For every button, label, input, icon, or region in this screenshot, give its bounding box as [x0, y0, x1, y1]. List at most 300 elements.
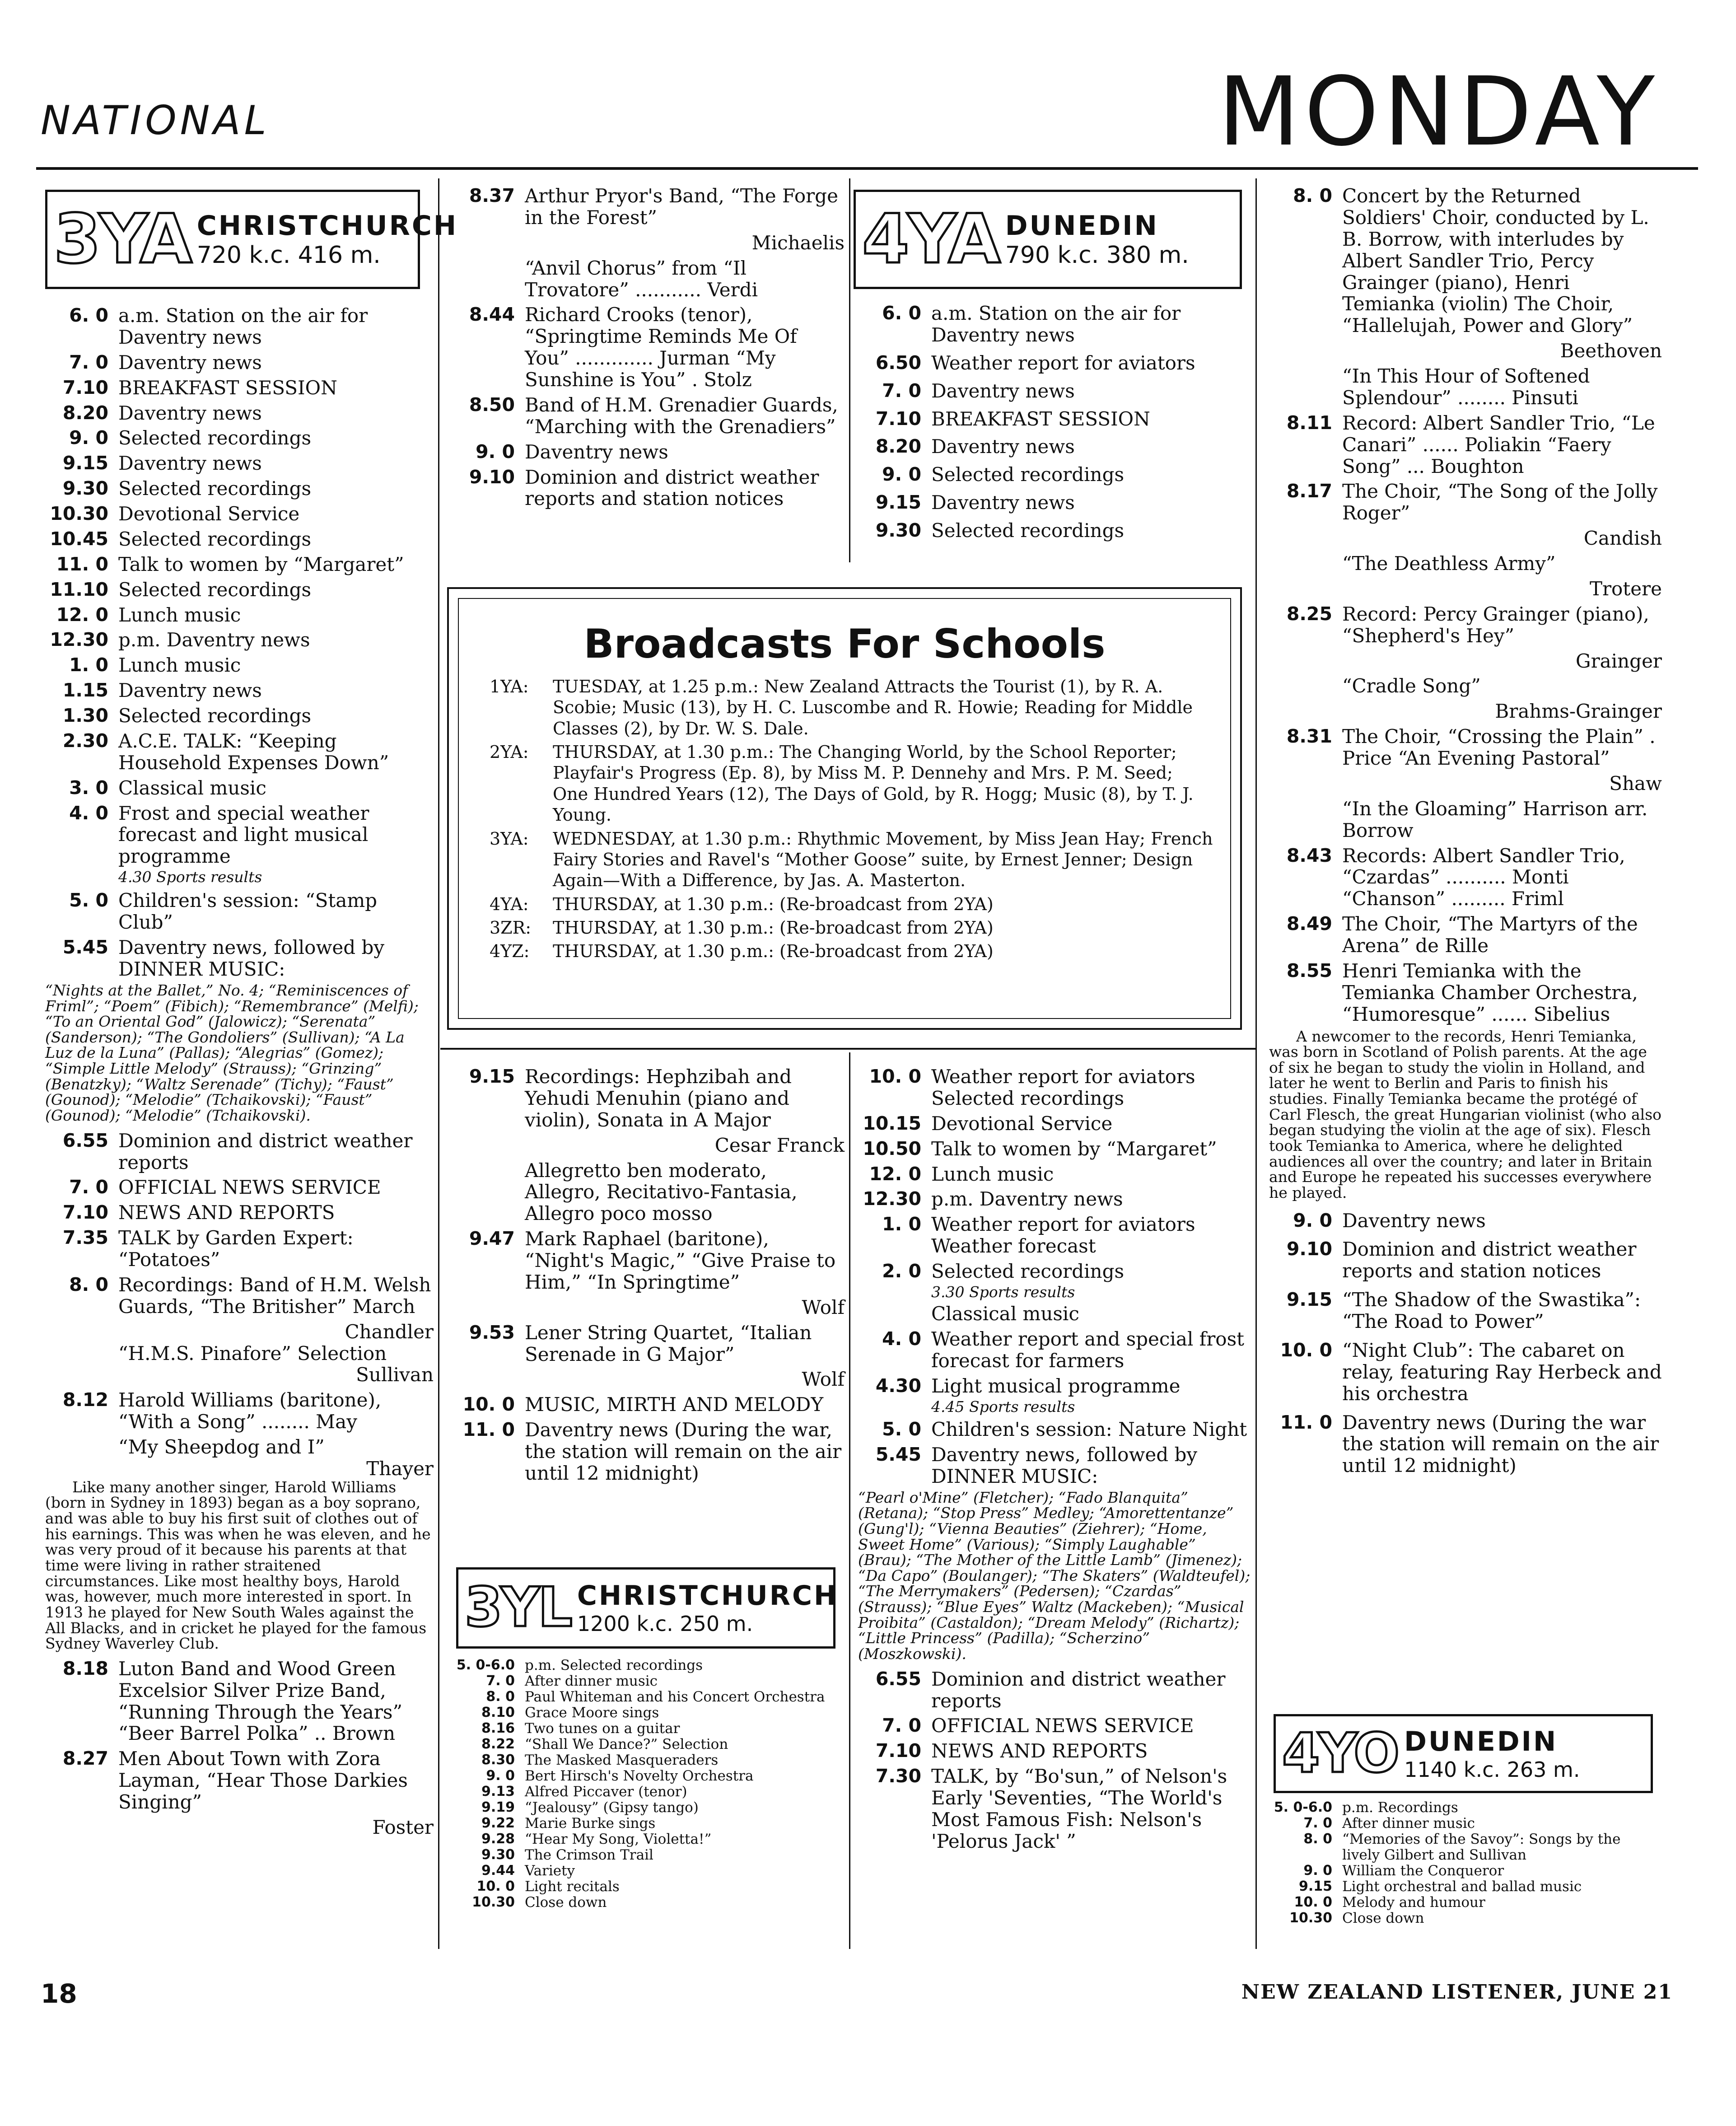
- schools-detail: THURSDAY, at 1.30 p.m.: (Re-broadcast from 2YA): [553, 917, 994, 938]
- programme: A.C.E. TALK: “Keeping Household Expenses Down”: [118, 729, 389, 774]
- schedule-entry: [854, 1444, 1251, 1487]
- artist-note: Like many another singer, Harold Williams (born in Sydney in 1893) began as a boy soprano, and was able to buy his first suit of clothes out of his earnings. This was when he was eleven, and he was very proud of it because his parents at that time were living in rather straitened circumstances. Like most healthy boys, Harold was, however, much more interested in sport. In 1913 he played for New South Wales against the All Blacks, and in cricket he played for the famous Sydney Waverley Club.: [45, 1478, 431, 1653]
- schools-entry: [490, 917, 1213, 938]
- programme: After dinner music: [1342, 1815, 1475, 1832]
- time: 7. 0: [486, 1673, 515, 1689]
- programme: Alfred Piccaver (tenor): [525, 1784, 687, 1800]
- time: 4.30: [875, 1374, 921, 1397]
- programme: p.m. Recordings: [1342, 1799, 1458, 1816]
- programme: Mark Raphael (baritone), “Night's Magic,” “Give Praise to Him,” “In Springtime”: [525, 1228, 836, 1293]
- schedule-entry: [854, 1419, 1251, 1440]
- schools-entry: [490, 894, 1213, 915]
- schedule-4yo: [1265, 1800, 1662, 1926]
- programme: Devotional Service: [118, 503, 300, 525]
- time: 8.37: [469, 185, 515, 206]
- schedule-entry: [41, 890, 434, 933]
- station-call-sign: 4YO: [1282, 1722, 1398, 1785]
- programme: Michaelis: [751, 231, 845, 254]
- programme: Melody and humour: [1342, 1894, 1485, 1911]
- programme: Selected recordings: [931, 1260, 1125, 1282]
- programme: Weather report and special frost forecast for farmers: [931, 1328, 1244, 1372]
- schedule-entry: [447, 1135, 845, 1156]
- programme: Daventry news: [118, 452, 262, 475]
- programme: NEWS AND REPORTS: [118, 1201, 335, 1224]
- programme: Harold Williams (baritone), “With a Song” ........ May: [118, 1389, 382, 1433]
- schedule-entry: [854, 1668, 1251, 1712]
- time: 10.45: [50, 528, 108, 550]
- programme: MUSIC, MIRTH AND MELODY: [525, 1393, 824, 1416]
- programme: Selected recordings: [118, 528, 312, 550]
- programme: Close down: [1342, 1910, 1424, 1927]
- time: 11.10: [50, 578, 108, 600]
- column-3ya: [41, 305, 434, 1838]
- schedule-entry: [447, 1322, 845, 1365]
- time: 7.10: [62, 1201, 108, 1224]
- schedule-entry: [1265, 481, 1662, 524]
- programme: Weather report for aviators Selected recordings: [931, 1065, 1195, 1109]
- station-code: 2YA:: [490, 742, 529, 762]
- time: 8. 0: [69, 1273, 108, 1295]
- composer: Sullivan: [356, 1364, 434, 1386]
- programme: “Cradle Song”: [1342, 675, 1481, 697]
- programme: Dominion and district weather reports and station notices: [1342, 1238, 1637, 1282]
- time: 7. 0: [882, 1715, 921, 1737]
- programme: Lunch music: [931, 1163, 1054, 1185]
- programme: Recordings: Band of H.M. Welsh Guards, “The Britisher” March: [118, 1273, 431, 1318]
- time: 7.10: [62, 376, 108, 398]
- schedule-entry: [41, 629, 434, 651]
- programme: a.m. Station on the air for Daventry news: [931, 302, 1181, 346]
- schedule-entry: [854, 1375, 1251, 1397]
- schedule-entry: [854, 1113, 1251, 1135]
- programme: TALK, by “Bo'sun,” of Nelson's Early 'Seventies, “The World's Most Famous Fish: Nelson's 'Pelorus Jack' ”: [931, 1765, 1227, 1852]
- time: 5. 0-6.0: [1274, 1799, 1332, 1815]
- time: 10. 0: [869, 1065, 921, 1087]
- sports-note: 3.30 Sports results: [931, 1283, 1075, 1301]
- schedule-entry: [447, 1752, 845, 1768]
- time: 8.25: [1286, 603, 1332, 625]
- schedule-entry: [41, 352, 434, 374]
- schools-entry: [490, 676, 1213, 739]
- time: 9.15: [62, 452, 108, 474]
- time: 6.55: [62, 1129, 108, 1151]
- station-city: DUNEDIN: [1404, 1725, 1558, 1757]
- programme: Bert Hirsch's Novelty Orchestra: [525, 1768, 754, 1785]
- programme: Two tunes on a guitar: [525, 1720, 680, 1737]
- time: 9.10: [1286, 1238, 1332, 1260]
- schedule-entry: [1265, 1895, 1662, 1911]
- schedule-entry: [1265, 913, 1662, 957]
- programme: Daventry news, followed by DINNER MUSIC:: [931, 1443, 1198, 1487]
- programme: Selected recordings: [118, 578, 312, 601]
- time: [1265, 701, 1342, 722]
- schedule-entry: [447, 1394, 845, 1416]
- time: 8. 0: [1303, 1831, 1332, 1847]
- column-4ya: [854, 303, 1251, 548]
- time: [1265, 578, 1342, 600]
- programme: “Night Club”: The cabaret on relay, featuring Ray Herbeck and his orchestra: [1342, 1339, 1662, 1405]
- programme: p.m. Selected recordings: [525, 1657, 703, 1673]
- time: 8.20: [875, 435, 921, 458]
- column-divider: [1255, 178, 1257, 1949]
- time: 7.30: [875, 1765, 921, 1787]
- time: [1265, 553, 1342, 575]
- schedule-entry: [447, 441, 845, 463]
- time: 12. 0: [869, 1163, 921, 1185]
- column-4ya-evening: [1265, 185, 1662, 1484]
- schedule-entry: [854, 1715, 1251, 1737]
- schools-entry: [490, 828, 1213, 891]
- time: 11. 0: [56, 553, 108, 575]
- column-divider: [438, 178, 439, 1949]
- programme: NEWS AND REPORTS: [931, 1740, 1148, 1762]
- schedule-entry: [1265, 365, 1662, 409]
- time: [447, 1297, 525, 1318]
- time: 8.43: [1286, 844, 1332, 866]
- programme: Daventry news: [118, 402, 262, 424]
- schedule-entry: [854, 380, 1251, 402]
- schedule-entry: [447, 1895, 845, 1911]
- time: 8.12: [62, 1389, 108, 1411]
- time: 9. 0: [1303, 1863, 1332, 1879]
- programme-item: Classical music: [931, 1303, 1079, 1325]
- programme: Grace Moore sings: [525, 1705, 659, 1721]
- time: 4. 0: [69, 802, 108, 824]
- schedule-entry: [41, 604, 434, 626]
- schedule-entry: [1265, 1340, 1662, 1405]
- programme: Daventry news (During the war the station will remain on the air until 12 midnight): [1342, 1411, 1659, 1477]
- time: 5.45: [875, 1443, 921, 1465]
- schedule-entry: [447, 1658, 845, 1673]
- programme: Band of H.M. Grenadier Guards, “Marching with the Grenadiers”: [525, 393, 838, 438]
- schedule-entry: [1265, 701, 1662, 722]
- time: [447, 1160, 525, 1225]
- time: [1265, 675, 1342, 697]
- schedule-entry: [854, 492, 1251, 514]
- programme: Wolf: [802, 1368, 845, 1391]
- programme: Daventry news: [1342, 1209, 1486, 1232]
- time: 2. 0: [882, 1260, 921, 1282]
- schedule-entry: [1265, 1832, 1662, 1863]
- schedule-entry: [854, 464, 1251, 486]
- schedule-entry: [41, 503, 434, 525]
- programme: Wolf: [802, 1296, 845, 1318]
- schedule-entry: [41, 579, 434, 601]
- time: [447, 232, 525, 254]
- time: 9. 0: [486, 1768, 515, 1784]
- time: [1265, 650, 1342, 672]
- composer: Thayer: [366, 1457, 434, 1480]
- schedule-entry: [447, 185, 845, 229]
- programme: Men About Town with Zora Layman, “Hear Those Darkies Singing”: [118, 1748, 408, 1813]
- time: 5. 0: [69, 889, 108, 911]
- programme: The Choir, “Crossing the Plain” . Price “An Evening Pastoral”: [1342, 725, 1656, 769]
- station-city: DUNEDIN: [1005, 210, 1159, 242]
- schedule-entry: [447, 232, 845, 254]
- schedule-entry: [1265, 675, 1662, 697]
- schedule-entry: [1265, 1800, 1662, 1816]
- schedule-entry: [854, 1138, 1251, 1160]
- station-frequency: 720 k.c. 416 m.: [196, 242, 381, 269]
- programme: Talk to women by “Margaret”: [118, 553, 404, 575]
- station-code: 4YZ:: [490, 941, 530, 962]
- time: 9.19: [481, 1799, 515, 1816]
- schedule-entry: [447, 1066, 845, 1131]
- programme: Daventry news: [931, 491, 1075, 514]
- schedule-entry: [1265, 412, 1662, 477]
- schedule-entry: [447, 1768, 845, 1784]
- programme: Daventry news: [931, 435, 1075, 458]
- schedule-entry: [447, 1228, 845, 1293]
- schedule-entry: [1265, 1816, 1662, 1832]
- programme: Daventry news: [525, 440, 668, 463]
- time: 9.30: [481, 1847, 515, 1863]
- programme: Allegretto ben moderato, Allegro, Recitativo-Fantasia, Allegro poco mosso: [525, 1159, 798, 1225]
- day-heading: MONDAY: [1218, 56, 1659, 167]
- schedule-entry: [447, 1800, 845, 1816]
- time: 9.15: [469, 1065, 515, 1087]
- time: 9.15: [875, 491, 921, 514]
- schedule-entry: [41, 777, 434, 799]
- time: 6. 0: [69, 304, 108, 326]
- time: [447, 1135, 525, 1156]
- schedule-entry: [1265, 553, 1662, 575]
- programme: Selected recordings: [931, 463, 1125, 486]
- time: 11. 0: [462, 1419, 515, 1441]
- programme: Lunch music: [118, 603, 241, 626]
- programme: “Memories of the Savoy”: Songs by the lively Gilbert and Sullivan: [1342, 1831, 1621, 1864]
- schedule-entry: [1265, 773, 1662, 794]
- schedule-entry: [1265, 340, 1662, 362]
- station-code: 3ZR:: [490, 917, 531, 938]
- schedule-entry: [447, 394, 845, 438]
- programme: Talk to women by “Margaret”: [931, 1137, 1217, 1160]
- programme: BREAKFAST SESSION: [931, 407, 1150, 430]
- programme: Variety: [525, 1863, 575, 1879]
- schools-box: [447, 587, 1242, 1030]
- time: 7.35: [62, 1227, 108, 1249]
- publication-footer: NEW ZEALAND LISTENER, JUNE 21: [1241, 1981, 1673, 2004]
- time: 4. 0: [882, 1328, 921, 1350]
- programme: “In This Hour of Softened Splendour” ........ Pinsuti: [1342, 365, 1590, 409]
- programme: Grainger: [1576, 649, 1662, 672]
- time: 10. 0: [1280, 1339, 1332, 1361]
- schedule-entry: [41, 1130, 434, 1173]
- time: 8.49: [1286, 913, 1332, 935]
- programme: Richard Crooks (tenor), “Springtime Reminds Me Of You” ............. Jurman “My Sunshine is You” . Stolz: [525, 304, 797, 391]
- programme: BREAKFAST SESSION: [118, 376, 337, 399]
- time: 8.30: [481, 1752, 515, 1768]
- station-frequency: 1200 k.c. 250 m.: [577, 1612, 753, 1636]
- time: 1.15: [62, 679, 108, 701]
- station-code: 1YA:: [490, 677, 529, 696]
- schedule-entry: [854, 303, 1251, 346]
- time: 9.53: [469, 1321, 515, 1343]
- schedule-entry: [447, 257, 845, 301]
- programme: Records: Albert Sandler Trio, “Czardas” .......... Monti “Chanson” ......... Friml: [1342, 844, 1625, 910]
- time: 5.45: [62, 936, 108, 958]
- time: 8.10: [481, 1705, 515, 1721]
- programme: Cesar Franck: [714, 1134, 845, 1156]
- schedule-entry: [41, 1389, 434, 1433]
- schedule-entry: [41, 1177, 434, 1198]
- time: 10.30: [1289, 1910, 1332, 1926]
- time: 10.50: [863, 1137, 921, 1159]
- programme: Daventry news (During the war, the station will remain on the air until 12 midnight): [525, 1419, 842, 1484]
- schedule-entry: [1265, 1238, 1662, 1282]
- schedule-entry: [41, 680, 434, 701]
- time: [447, 257, 525, 301]
- time: 8.22: [481, 1736, 515, 1752]
- schedule-entry: [854, 1766, 1251, 1852]
- programme: Arthur Pryor's Band, “The Forge in the Forest”: [525, 185, 838, 229]
- schedule-entry: [1265, 1911, 1662, 1926]
- time: 7.10: [875, 407, 921, 430]
- artist-note: A newcomer to the records, Henri Temianka, was born in Scotland of Polish parents. At the age of six he began to study the violin in Holland, and later he went to Berlin and Paris to finish his studies. Finally Temianka became the protégé of Carl Flesch, the great Hungarian violinist (who also began studying the violin at the age of six). Flesch took Temianka to America, where he delighted audiences all over the country; and later in Britain and Europe he repeated his successes everywhere he played.: [1269, 1027, 1662, 1201]
- programme-item: “My Sheepdog and I”: [118, 1436, 325, 1458]
- programme: “Hear My Song, Violetta!”: [525, 1831, 712, 1848]
- time: 3. 0: [69, 776, 108, 799]
- schedule-entry: [854, 520, 1251, 542]
- programme: The Choir, “The Martyrs of the Arena” de Rille: [1342, 913, 1638, 957]
- schedule-entry: [41, 1227, 434, 1271]
- programme: Devotional Service: [931, 1112, 1113, 1135]
- schedule-entry: [1265, 798, 1662, 841]
- programme: Beethoven: [1560, 340, 1662, 362]
- programme: The Masked Masqueraders: [525, 1752, 719, 1769]
- time: 9. 0: [1293, 1209, 1332, 1231]
- schedule-entry: [41, 377, 434, 399]
- time: 9.28: [481, 1831, 515, 1847]
- schedule-entry: [854, 1261, 1251, 1282]
- header-rule: [36, 167, 1698, 170]
- time: [1265, 365, 1342, 409]
- schedule-entry: [1265, 1412, 1662, 1477]
- time: 8. 0: [1293, 185, 1332, 206]
- time: 11. 0: [1280, 1411, 1332, 1433]
- programme: Light musical programme: [931, 1374, 1181, 1397]
- time: 9.30: [875, 519, 921, 541]
- schedule-entry: [854, 352, 1251, 374]
- time: 5. 0-6.0: [456, 1657, 515, 1673]
- time: 6. 0: [882, 302, 921, 324]
- time: 8. 0: [486, 1689, 515, 1705]
- time: 8.17: [1286, 480, 1332, 502]
- programme: Children's session: “Stamp Club”: [118, 889, 378, 934]
- station-banner-3ya: [45, 190, 458, 289]
- programme: Selected recordings: [118, 477, 312, 500]
- time: 10. 0: [1294, 1894, 1332, 1911]
- time: 1. 0: [882, 1213, 921, 1235]
- programme: Daventry news: [931, 379, 1075, 402]
- programme: After dinner music: [525, 1673, 658, 1690]
- time: 8.50: [469, 393, 515, 416]
- time: 8.20: [62, 402, 108, 424]
- station-call-sign: 3YL: [465, 1576, 571, 1639]
- schedule-entry: [447, 1879, 845, 1895]
- schedule-entry: [1265, 528, 1662, 549]
- schools-entry: [490, 742, 1213, 825]
- schedule-entry: [447, 304, 845, 391]
- composer: Chandler: [345, 1320, 434, 1343]
- programme: Candish: [1583, 527, 1662, 550]
- time: 10. 0: [476, 1878, 515, 1895]
- programme: “In the Gloaming” Harrison arr. Borrow: [1342, 797, 1648, 841]
- schedule-entry: [1265, 726, 1662, 769]
- programme: Classical music: [118, 776, 266, 799]
- time: 1. 0: [69, 654, 108, 676]
- schedule-entry: [41, 528, 434, 550]
- schedule-entry: [41, 554, 434, 575]
- section-rule: [440, 1048, 1255, 1050]
- schedule-entry: [447, 1832, 845, 1847]
- programme: Lunch music: [118, 654, 241, 677]
- schedule-entry: [1265, 1289, 1662, 1332]
- schedule-entry: [447, 467, 845, 510]
- dinner-music-list: “Pearl o'Mine” (Fletcher); “Fado Blanquita” (Retana); “Stop Press” Medley; “Amorettentanze” (Gung'l); “Vienna Beauties” (Ziehrer); “Home, Sweet Home” (Various); “Simply Laughable” (Brau); “The Mother of the Little Lamb” (Jimenez); “Da Capo” (Boulanger); “The Skaters” (Waldteufel); “The Merrymakers” (Pedersen); “Czardas” (Strauss); “Blue Eyes” Waltz (Mackeben); “Musical Proibita” (Castaldon); “Dream Melody” (Richartz); “Little Princess” (Padilla); “Scherzino” (Moszkowski).: [858, 1488, 1251, 1663]
- programme: William the Conqueror: [1342, 1863, 1504, 1879]
- time: 9. 0: [476, 440, 515, 463]
- programme: Dominion and district weather reports: [931, 1668, 1226, 1712]
- station-code: 3YA:: [490, 828, 529, 849]
- time: [1265, 528, 1342, 549]
- schedule-entry: [447, 1784, 845, 1800]
- time: 9. 0: [882, 463, 921, 486]
- programme: Lener String Quartet, “Italian Serenade in G Major”: [525, 1321, 812, 1365]
- station-city: CHRISTCHURCH: [577, 1580, 839, 1612]
- programme: Children's session: Nature Night: [931, 1418, 1247, 1440]
- schedule-entry: [1265, 845, 1662, 910]
- schedule-entry: [447, 1297, 845, 1318]
- composer: Foster: [372, 1816, 434, 1838]
- schools-detail: WEDNESDAY, at 1.30 p.m.: Rhythmic Movement, by Miss Jean Hay; French Fairy Stories and Ravel's “Mother Goose” suite, by Ernest Jenner; Design Again—With a Difference, by Jas. A. Masterton.: [553, 828, 1213, 891]
- time: [1265, 798, 1342, 841]
- programme: p.m. Daventry news: [118, 629, 310, 651]
- schedule-entry: [854, 436, 1251, 458]
- schools-detail: THURSDAY, at 1.30 p.m.: (Re-broadcast from 2YA): [553, 941, 994, 962]
- programme: Trotere: [1589, 577, 1662, 600]
- schedule-entry: [447, 1419, 845, 1484]
- time: 6.55: [875, 1668, 921, 1690]
- programme: Selected recordings: [118, 427, 312, 449]
- programme: Weather report for aviators: [931, 351, 1195, 374]
- schedule-entry: [1265, 960, 1662, 1025]
- schedule-entry: [41, 730, 434, 774]
- schedule-entry: [447, 1369, 845, 1390]
- programme: OFFICIAL NEWS SERVICE: [118, 1176, 381, 1199]
- station-banner-4yo: [1274, 1714, 1653, 1793]
- programme: Close down: [525, 1894, 607, 1911]
- schedule-entry: [41, 654, 434, 676]
- station-call-sign: 3YA: [54, 200, 191, 279]
- time: 7. 0: [882, 379, 921, 402]
- column-3ya-late: [447, 1066, 845, 1488]
- time: 7. 0: [69, 351, 108, 373]
- schedule-entry: [1265, 650, 1662, 672]
- time: [447, 1369, 525, 1390]
- schedule-entry: [1265, 578, 1662, 600]
- column-4ya-continued: [854, 1066, 1251, 1856]
- schedule-entry: [41, 1748, 434, 1813]
- schools-title: Broadcasts For Schools: [583, 621, 1106, 667]
- schedule-entry: [1265, 1879, 1662, 1895]
- time: 9.30: [62, 477, 108, 500]
- time: 9.15: [1298, 1878, 1332, 1895]
- sports-note: 4.45 Sports results: [931, 1397, 1075, 1416]
- section-label: NATIONAL: [41, 97, 270, 144]
- schedule-entry: [447, 1863, 845, 1879]
- time: 12.30: [863, 1188, 921, 1210]
